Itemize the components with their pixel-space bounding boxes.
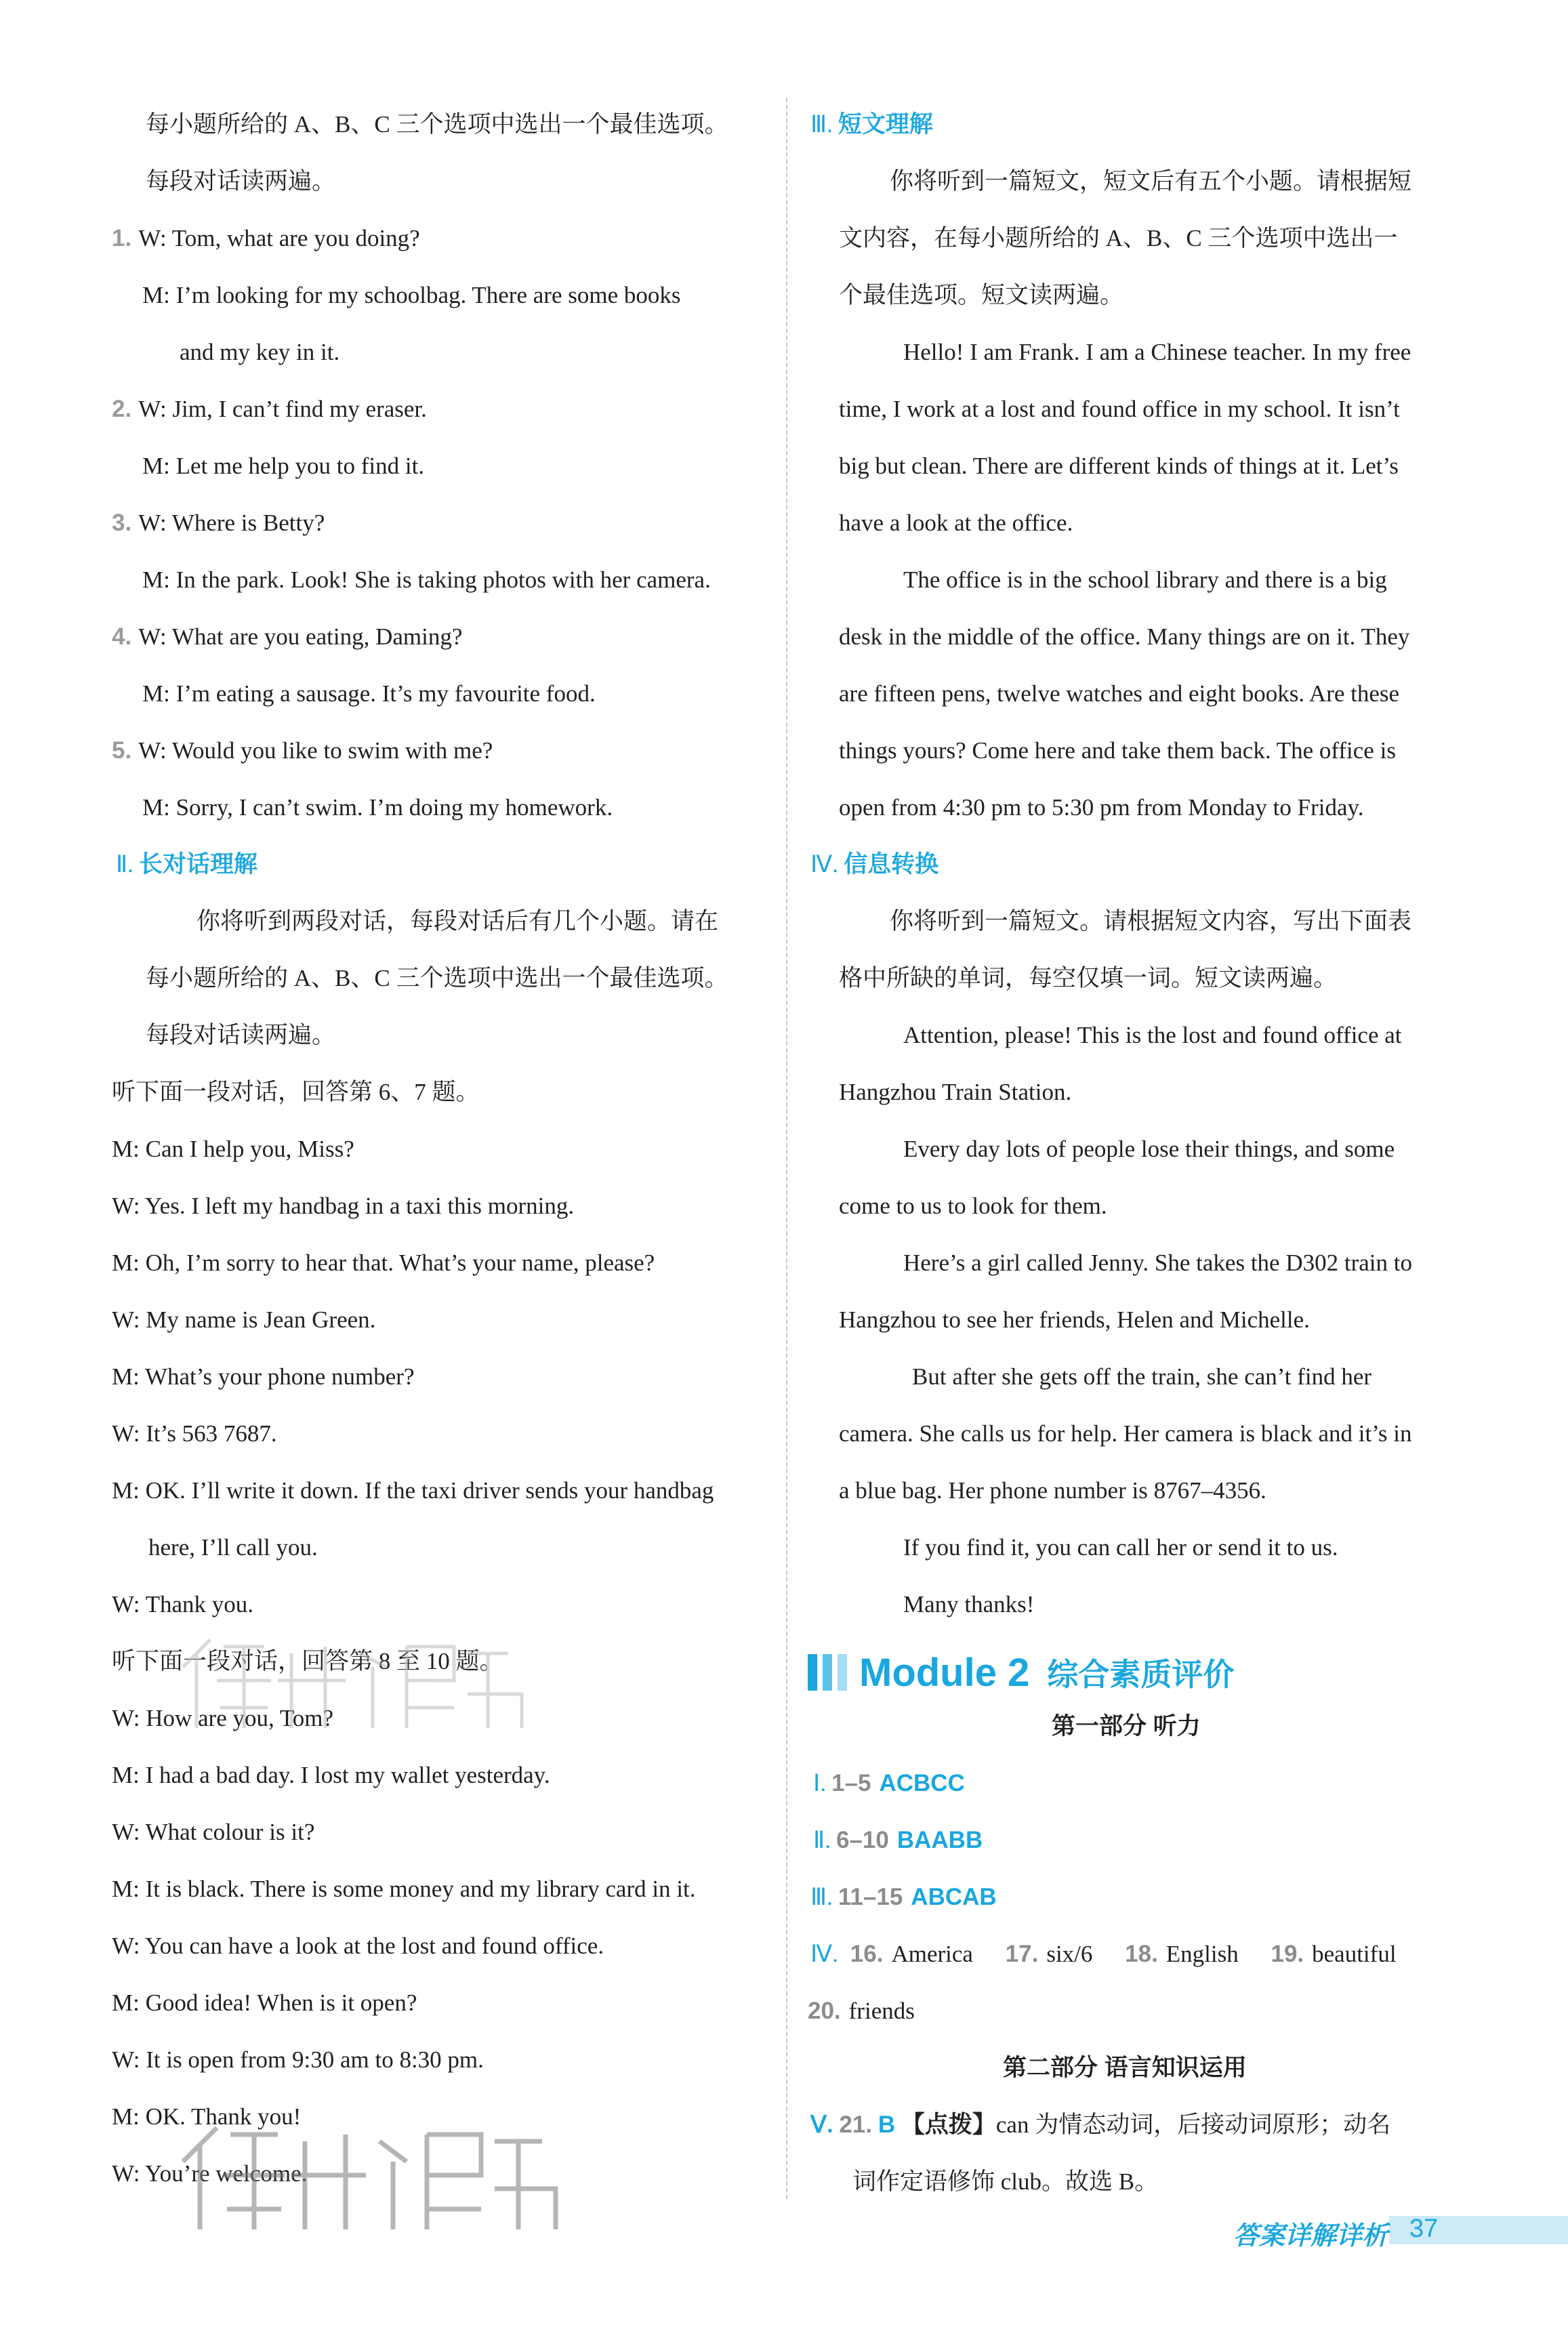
question-number: 18. xyxy=(1125,1941,1158,1967)
passage-line: Hangzhou Train Station. xyxy=(839,1079,1072,1105)
conversation-line: W: How are you, Tom? xyxy=(112,1705,334,1731)
passage-line: have a look at the office. xyxy=(839,510,1073,536)
question-number: 17. xyxy=(1005,1941,1039,1967)
intro-line: 每段对话读两遍。 xyxy=(146,168,336,194)
section-heading-4 xyxy=(810,850,938,880)
roman-numeral: Ⅲ. xyxy=(810,1884,833,1910)
fill-answer: friends xyxy=(848,1998,915,2024)
fill-answer: beautiful xyxy=(1312,1941,1397,1967)
dialog-line: M: I’m eating a sausage. It’s my favourite food. xyxy=(142,680,596,707)
conversation-line: M: OK. I’ll write it down. If the taxi driver sends your handbag xyxy=(112,1477,714,1504)
question-number: 19. xyxy=(1271,1941,1304,1967)
hint-tag: 【点拨】 xyxy=(901,2111,996,2138)
answer-key: ACBCC xyxy=(879,1770,965,1796)
question-number: 3. xyxy=(112,510,132,536)
conversation-heading: 听下面一段对话，回答第 8 至 10 题。 xyxy=(112,1648,503,1674)
passage-line: If you find it, you can call her or send it to us. xyxy=(903,1534,1338,1561)
conversation-line: M: OK. Thank you! xyxy=(112,2103,302,2130)
module-bars-icon xyxy=(808,1654,847,1691)
section-title: 短文理解 xyxy=(838,111,933,138)
fill-answer: six/6 xyxy=(1046,1941,1093,1967)
dialog-line: M: Let me help you to find it. xyxy=(142,453,425,479)
conversation-heading: 听下面一段对话，回答第 6、7 题。 xyxy=(112,1079,480,1105)
dialog-2 xyxy=(112,394,427,424)
roman-numeral: Ⅱ. xyxy=(116,851,133,878)
dialog-4 xyxy=(112,622,462,652)
conversation-line: W: Thank you. xyxy=(112,1591,253,1617)
intro-line: 每小题所给的 A、B、C 三个选项中选出一个最佳选项。 xyxy=(146,111,728,138)
dialog-line: M: In the park. Look! She is taking photos with her camera. xyxy=(142,566,711,593)
section-intro: 格中所缺的单词，每空仅填一词。短文读两遍。 xyxy=(839,965,1338,991)
module-subtitle: 综合素质评价 xyxy=(1047,1657,1235,1692)
explanation-text: 词作定语修饰 club。故选 B。 xyxy=(852,2168,1159,2195)
conversation-line: M: Good idea! When is it open? xyxy=(112,1990,417,2016)
answer-row-1 xyxy=(813,1769,965,1798)
answer-range: 6–10 xyxy=(835,1827,889,1853)
question-number: 4. xyxy=(112,623,132,650)
dialog-line: W: Would you like to swim with me? xyxy=(138,737,493,764)
passage-line: big but clean. There are different kinds of things at it. Let’s xyxy=(839,453,1399,479)
conversation-line: M: It is black. There is some money and my library card in it. xyxy=(112,1876,696,1902)
passage-line: Every day lots of people lose their things, and some xyxy=(903,1136,1395,1162)
question-number: 20. xyxy=(808,1998,841,2024)
answer-key: ABCAB xyxy=(911,1884,997,1910)
passage-line: But after she gets off the train, she can’t find her xyxy=(912,1363,1372,1390)
dialog-1 xyxy=(112,224,420,253)
section-intro: 你将听到一篇短文。请根据短文内容，写出下面表 xyxy=(890,908,1412,934)
column-divider xyxy=(786,98,787,2199)
conversation-line: here, I’ll call you. xyxy=(148,1534,318,1561)
answer-row-2 xyxy=(813,1826,983,1855)
passage-line: come to us to look for them. xyxy=(839,1193,1107,1219)
explanation-text: can 为情态动词，后接动词原形；动名 xyxy=(995,2111,1391,2138)
question-number: 21. xyxy=(839,2111,873,2138)
page-footer xyxy=(1220,2213,1568,2250)
dialog-3 xyxy=(112,508,325,538)
conversation-line: W: Yes. I left my handbag in a taxi this morning. xyxy=(112,1193,575,1219)
passage-line: Hangzhou to see her friends, Helen and Michelle. xyxy=(839,1306,1310,1333)
part-heading: 第一部分 听力 xyxy=(1052,1713,1201,1739)
passage-line: Hello! I am Frank. I am a Chinese teacher. In my free xyxy=(903,339,1411,365)
conversation-line: W: It’s 563 7687. xyxy=(112,1420,277,1447)
passage-line: time, I work at a lost and found office in my school. It isn’t xyxy=(839,396,1400,422)
conversation-line: M: I had a bad day. I lost my wallet yesterday. xyxy=(112,1762,550,1788)
passage-line: camera. She calls us for help. Her camera is black and it’s in xyxy=(839,1420,1412,1447)
answer-key: BAABB xyxy=(896,1827,983,1853)
conversation-line: M: Oh, I’m sorry to hear that. What’s your name, please? xyxy=(112,1250,655,1276)
passage-line: Here’s a girl called Jenny. She takes the D302 train to xyxy=(903,1250,1412,1276)
module-header xyxy=(808,1645,1234,1699)
dialog-line: and my key in it. xyxy=(180,339,340,365)
section-title: 长对话理解 xyxy=(138,851,257,878)
answer-range: 11–15 xyxy=(838,1884,903,1910)
section-heading-3 xyxy=(810,110,933,140)
roman-numeral: Ⅲ. xyxy=(810,111,833,138)
section-intro: 个最佳选项。短文读两遍。 xyxy=(839,282,1124,308)
section-title: 信息转换 xyxy=(844,851,939,878)
section-intro: 每段对话读两遍。 xyxy=(146,1022,336,1048)
conversation-line: M: What’s your phone number? xyxy=(112,1363,415,1390)
question-21 xyxy=(810,2110,1390,2140)
section-intro: 你将听到两段对话，每段对话后有几个小题。请在 xyxy=(197,908,719,934)
passage-line: Attention, please! This is the lost and found office at xyxy=(903,1022,1402,1048)
answer-row-4b xyxy=(808,1996,941,2026)
answer-range: 1–5 xyxy=(831,1770,871,1796)
passage-line: things yours? Come here and take them back. The office is xyxy=(839,737,1396,764)
answer-row-4 xyxy=(810,1939,1422,1969)
question-number: 1. xyxy=(112,225,132,251)
dialog-5 xyxy=(112,736,493,766)
conversation-line: W: You can have a look at the lost and found office. xyxy=(112,1933,604,1959)
roman-numeral: Ⅰ. xyxy=(813,1770,827,1796)
passage-line: open from 4:30 pm to 5:30 pm from Monday to Friday. xyxy=(839,794,1364,821)
passage-line: a blue bag. Her phone number is 8767–4356. xyxy=(839,1477,1266,1504)
module-title: Module 2 xyxy=(859,1650,1030,1695)
section-intro: 每小题所给的 A、B、C 三个选项中选出一个最佳选项。 xyxy=(146,965,728,991)
part-heading: 第二部分 语言知识运用 xyxy=(1003,2055,1247,2081)
question-number: 5. xyxy=(112,737,132,764)
footer-label: 答案详解详析 xyxy=(1233,2222,1388,2250)
passage-line: are fifteen pens, twelve watches and eight books. Are these xyxy=(839,680,1400,707)
section-intro: 文内容，在每小题所给的 A、B、C 三个选项中选出一 xyxy=(839,225,1398,251)
answer-key: B xyxy=(878,2111,896,2138)
section-intro: 你将听到一篇短文，短文后有五个小题。请根据短 xyxy=(890,168,1412,194)
dialog-line: M: I’m looking for my schoolbag. There are some books xyxy=(142,282,681,308)
roman-numeral: Ⅳ. xyxy=(810,1941,839,1967)
dialog-line: W: Tom, what are you doing? xyxy=(138,225,420,251)
page-number: 37 xyxy=(1409,2214,1439,2243)
passage-line: Many thanks! xyxy=(903,1591,1035,1617)
fill-answer: America xyxy=(891,1941,973,1967)
conversation-line: W: My name is Jean Green. xyxy=(112,1306,376,1333)
answer-row-3 xyxy=(810,1882,997,1912)
roman-numeral: Ⅱ. xyxy=(813,1827,831,1853)
passage-line: The office is in the school library and there is a big xyxy=(903,566,1387,593)
dialog-line: W: Jim, I can’t find my eraser. xyxy=(138,396,427,422)
conversation-line: M: Can I help you, Miss? xyxy=(112,1136,354,1162)
conversation-line: W: It is open from 9:30 am to 8:30 pm. xyxy=(112,2046,484,2073)
dialog-line: W: What are you eating, Daming? xyxy=(138,623,463,650)
fill-answer: English xyxy=(1165,1941,1239,1967)
roman-numeral: Ⅴ. xyxy=(810,2111,833,2138)
section-heading-2 xyxy=(116,850,257,880)
question-number: 16. xyxy=(850,1941,884,1967)
conversation-line: W: What colour is it? xyxy=(112,1819,315,1845)
roman-numeral: Ⅳ. xyxy=(810,851,839,878)
dialog-line: W: Where is Betty? xyxy=(138,510,325,536)
conversation-line: W: You’re welcome. xyxy=(112,2160,308,2187)
question-number: 2. xyxy=(112,396,132,422)
dialog-line: M: Sorry, I can’t swim. I’m doing my homework. xyxy=(142,794,613,821)
passage-line: desk in the middle of the office. Many things are on it. They xyxy=(839,623,1410,650)
